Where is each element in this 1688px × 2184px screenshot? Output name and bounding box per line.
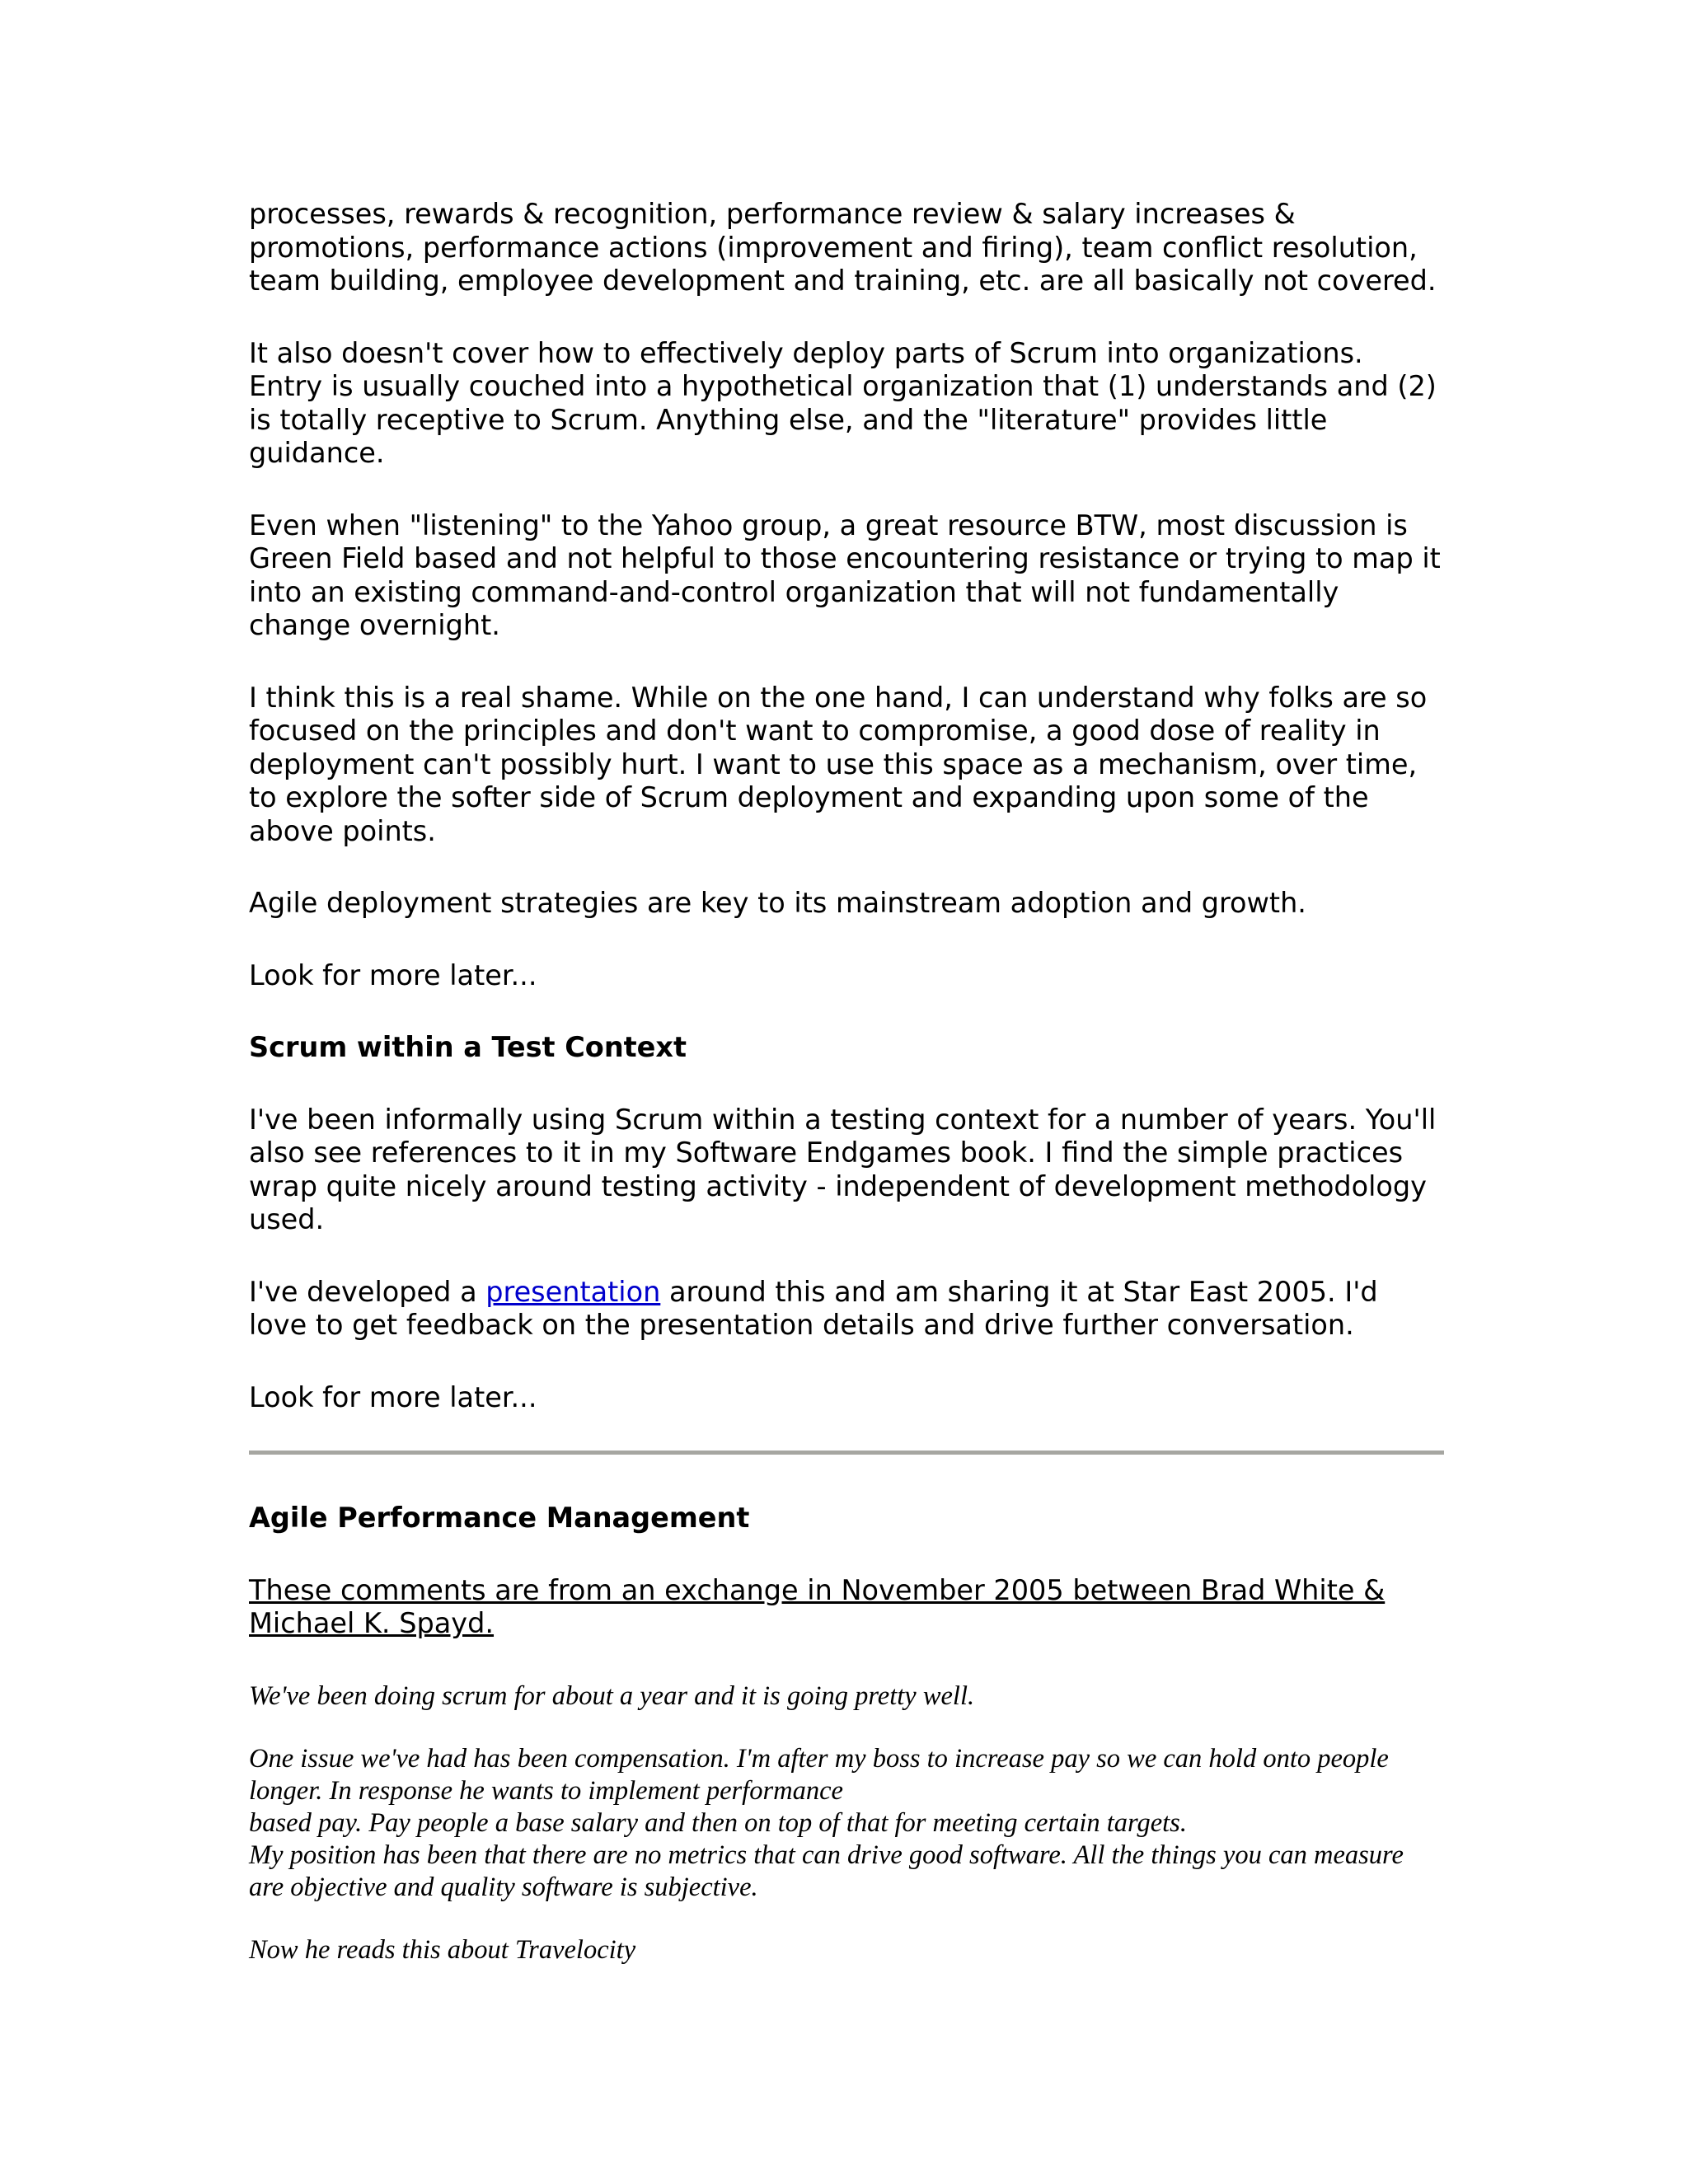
presentation-link[interactable]: presentation [485, 1275, 661, 1308]
paragraph-agile-strategies: Agile deployment strategies are key to its mainstream adoption and growth. [249, 887, 1306, 919]
quote-travelocity: Now he reads this about Travelocity [249, 1934, 636, 1965]
heading-agile-performance: Agile Performance Management [249, 1502, 750, 1534]
exchange-intro: These comments are from an exchange in November 2005 between Brad White & Michael K. Spayd. [249, 1573, 1386, 1639]
paragraph-look-for-more: Look for more later... [249, 958, 537, 991]
paragraph-uncovered-topics: processes, rewards & recognition, performance review & salary increases & promotions, performance actions (improvement and firing), team conflict resolution, team building, employee development and training, etc. are all basically not covered. [249, 198, 1437, 297]
horizontal-divider [249, 1451, 1444, 1455]
presentation-text-before: I've developed a [249, 1275, 486, 1308]
document-page [249, 198, 1444, 1997]
quote-line: One issue we've had has been compensation. I'm after my boss to increase pay so we can hold onto people longer. In response he wants to implement performance [249, 1743, 1389, 1806]
quote-scrum-year: We've been doing scrum for about a year and it is going pretty well. [249, 1680, 975, 1711]
heading-scrum-test-context: Scrum within a Test Context [249, 1031, 687, 1063]
paragraph-scrum-testing: I've been informally using Scrum within a testing context for a number of years. You'll also see references to it in my Software Endgames book. I find the simple practices wrap quite nicely around testing activity - independent of development methodology used. [249, 1103, 1437, 1235]
quote-compensation [249, 1743, 1444, 1904]
paragraph-real-shame: I think this is a real shame. While on the one hand, I can understand why folks are so focused on the principles and don't want to compromise, a good dose of reality in deployment can't possibly hurt. I want to use this space as a mechanism, over time, to explore the softer side of Scrum deployment and expanding upon some of the above points. [249, 681, 1428, 847]
quote-line: My position has been that there are no metrics that can drive good software. All the things you can measure are objective and quality software is subjective. [249, 1840, 1404, 1902]
paragraph-presentation [249, 1276, 1444, 1343]
paragraph-look-for-more-2: Look for more later... [249, 1380, 537, 1413]
quoted-email [249, 1680, 1444, 1966]
paragraph-yahoo-group: Even when "listening" to the Yahoo group, a great resource BTW, most discussion is Green Field based and not helpful to those encountering resistance or trying to map it into an existing command-and-control organization that will not fundamentally change overnight. [249, 509, 1441, 641]
presentation-text-after: around this and am sharing it at Star East 2005. I'd love to get feedback on the presentation details and drive further conversation. [249, 1275, 1378, 1341]
quote-line: based pay. Pay people a base salary and then on top of that for meeting certain targets. [249, 1807, 1187, 1838]
paragraph-deployment: It also doesn't cover how to effectively deploy parts of Scrum into organizations. Entry is usually couched into a hypothetical organization that (1) understands and (2) is totally receptive to Scrum. Anything else, and the "literature" provides little guidance. [249, 336, 1437, 469]
